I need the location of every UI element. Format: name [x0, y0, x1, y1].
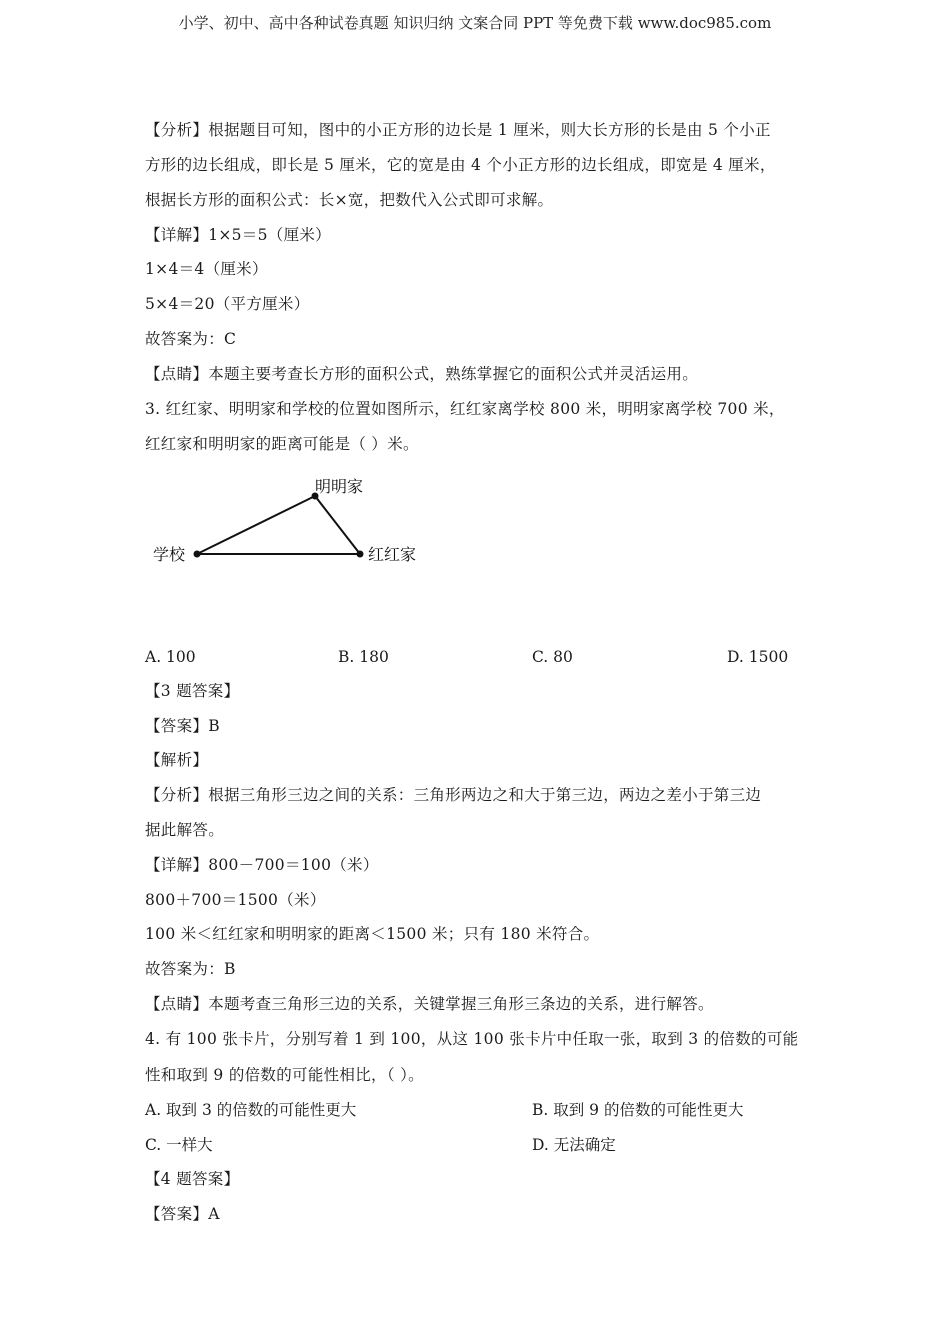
answer-line: 故答案为：C — [145, 330, 237, 348]
q3-answer-heading: 【3 题答案】 — [145, 682, 240, 700]
q3-analysis-line-1: 【分析】根据三角形三边之间的关系：三角形两边之和大于第三边，两边之差小于第三边 — [145, 786, 762, 804]
question-4-line-2: 性和取到 9 的倍数的可能性相比，（ ）。 — [145, 1066, 424, 1084]
option-c: C. 80 — [532, 648, 573, 666]
detail-line-3: 5×4＝20（平方厘米） — [145, 295, 310, 313]
honghong-point — [357, 551, 364, 558]
detail-line-1: 【详解】1×5＝5（厘米） — [145, 226, 331, 244]
option-a: A. 100 — [145, 648, 196, 666]
q3-comment: 【点睛】本题考查三角形三边的关系，关键掌握三角形三条边的关系，进行解答。 — [145, 995, 714, 1013]
q4-option-c: C. 一样大 — [145, 1136, 213, 1154]
q3-analysis-line-2: 据此解答。 — [145, 821, 225, 839]
question-3-line-2: 红红家和明明家的距离可能是（ ）米。 — [145, 435, 419, 453]
detail-line-2: 1×4＝4（厘米） — [145, 260, 268, 278]
analysis-line-3: 根据长方形的面积公式：长×宽，把数代入公式即可求解。 — [145, 191, 554, 209]
q3-detail-line-1: 【详解】800－700＝100（米） — [145, 856, 379, 874]
q4-answer-heading: 【4 题答案】 — [145, 1170, 240, 1188]
question-4-line-1: 4. 有 100 张卡片，分别写着 1 到 100，从这 100 张卡片中任取一张，取到 3 的倍数的可能 — [145, 1030, 799, 1048]
q3-final-answer: 故答案为：B — [145, 960, 236, 978]
mingming-to-honghong-line — [315, 496, 360, 554]
analysis-line-1: 【分析】根据题目可知，图中的小正方形的边长是 1 厘米，则大长方形的长是由 5 个小正 — [145, 121, 771, 139]
q4-option-a: A. 取到 3 的倍数的可能性更大 — [145, 1101, 357, 1119]
school-point — [194, 551, 201, 558]
triangle-figure — [145, 474, 445, 584]
q3-explanation-heading: 【解析】 — [145, 751, 209, 769]
q4-option-d: D. 无法确定 — [532, 1136, 616, 1154]
label-honghong: 红红家 — [368, 545, 417, 564]
q3-detail-line-2: 800＋700＝1500（米） — [145, 891, 326, 909]
question-3-line-1: 3. 红红家、明明家和学校的位置如图所示，红红家离学校 800 米，明明家离学校 700 米， — [145, 400, 785, 418]
q4-option-b: B. 取到 9 的倍数的可能性更大 — [532, 1101, 744, 1119]
q3-detail-line-3: 100 米＜红红家和明明家的距离＜1500 米；只有 180 米符合。 — [145, 925, 600, 943]
option-d: D. 1500 — [727, 648, 789, 666]
label-mingming: 明明家 — [315, 477, 364, 496]
school-to-mingming-line — [197, 496, 315, 554]
q4-answer: 【答案】A — [145, 1205, 220, 1223]
analysis-line-2: 方形的边长组成，即长是 5 厘米，它的宽是由 4 个小正方形的边长组成，即宽是 4 厘米， — [145, 156, 776, 174]
label-school: 学校 — [153, 545, 186, 564]
page-header: 小学、初中、高中各种试卷真题 知识归纳 文案合同 PPT 等免费下载 www.doc985.com — [178, 14, 772, 32]
comment-line: 【点睛】本题主要考查长方形的面积公式，熟练掌握它的面积公式并灵活运用。 — [145, 365, 699, 383]
option-b: B. 180 — [338, 648, 389, 666]
q3-answer: 【答案】B — [145, 717, 220, 735]
